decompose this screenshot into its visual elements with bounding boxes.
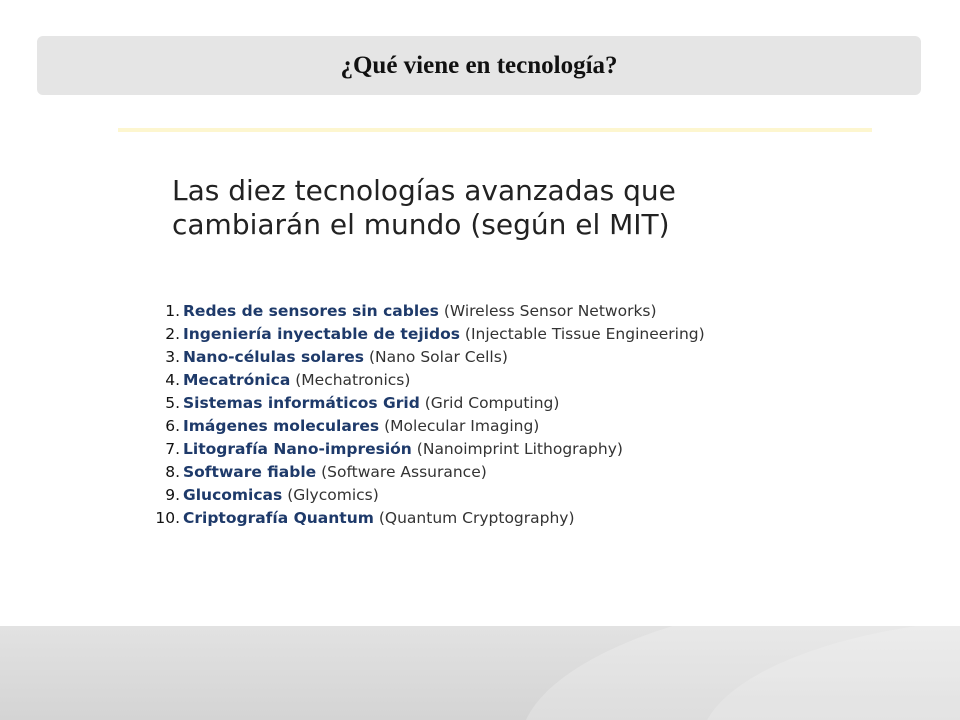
list-item (132, 323, 772, 346)
item-english: (Mechatronics) (295, 371, 411, 389)
item-english: (Grid Computing) (424, 394, 560, 412)
item-name: Nano-células solares (183, 348, 365, 366)
item-name: Sistemas informáticos Grid (183, 394, 420, 412)
item-english: (Molecular Imaging) (384, 417, 540, 435)
item-number: 1. (165, 302, 180, 320)
item-name: Ingeniería inyectable de tejidos (183, 325, 460, 343)
image-heading-line1: Las diez tecnologías avanzadas que (172, 174, 676, 207)
list-item (132, 484, 772, 507)
item-english: (Quantum Cryptography) (378, 509, 575, 527)
item-number: 8. (165, 463, 180, 481)
item-number: 9. (165, 486, 180, 504)
item-number: 5. (165, 394, 180, 412)
item-name: Mecatrónica (183, 371, 291, 389)
item-english: (Glycomics) (287, 486, 379, 504)
image-heading-line2: cambiarán el mundo (según el MIT) (172, 208, 670, 241)
list-item (132, 438, 772, 461)
technology-list (132, 300, 772, 530)
item-english: (Nanoimprint Lithography) (416, 440, 623, 458)
slide-title: ¿Qué viene en tecnología? (340, 51, 618, 79)
item-name: Imágenes moleculares (183, 417, 380, 435)
list-item (132, 346, 772, 369)
list-item (132, 369, 772, 392)
list-item (132, 415, 772, 438)
item-name: Litografía Nano-impresión (183, 440, 412, 458)
list-item (132, 507, 772, 530)
list-item (132, 300, 772, 323)
footer-band (0, 626, 960, 720)
item-number: 10. (155, 509, 180, 527)
item-number: 4. (165, 371, 180, 389)
item-name: Redes de sensores sin cables (183, 302, 439, 320)
item-number: 3. (165, 348, 180, 366)
accent-divider (118, 128, 872, 132)
list-item (132, 461, 772, 484)
item-english: (Wireless Sensor Networks) (443, 302, 657, 320)
content-image (132, 160, 772, 580)
list-item (132, 392, 772, 415)
item-number: 6. (165, 417, 180, 435)
title-bar (37, 36, 921, 95)
item-number: 7. (165, 440, 180, 458)
item-number: 2. (165, 325, 180, 343)
item-english: (Injectable Tissue Engineering) (464, 325, 705, 343)
item-name: Software fiable (183, 463, 317, 481)
item-english: (Software Assurance) (321, 463, 487, 481)
image-heading (172, 174, 676, 242)
item-name: Glucomicas (183, 486, 283, 504)
item-english: (Nano Solar Cells) (368, 348, 508, 366)
item-name: Criptografía Quantum (183, 509, 374, 527)
